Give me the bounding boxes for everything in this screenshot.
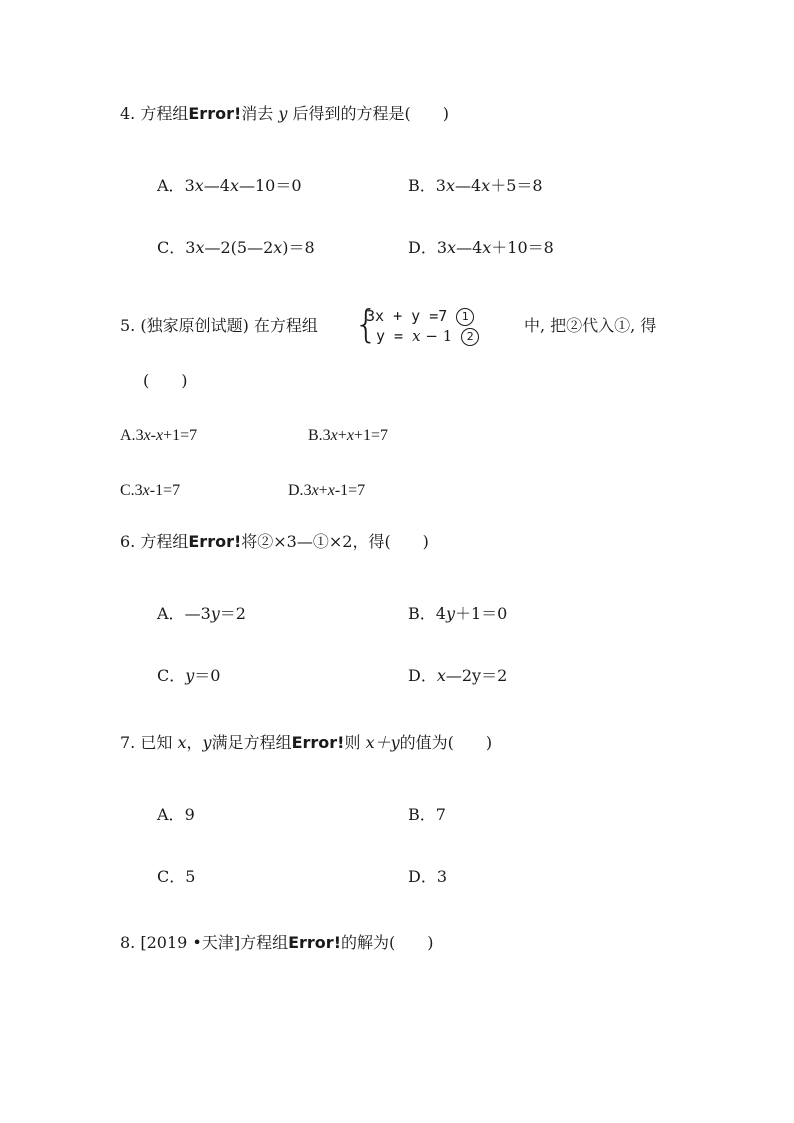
variable: x [156,427,164,444]
option-text: 3 [436,238,448,257]
option-text: —3 [184,604,211,623]
variable: x [436,666,446,685]
equation-text: 3x + y =7 [366,307,448,325]
question-6-stem [120,532,429,552]
question-number: 6. [120,532,136,551]
q5-option-b[interactable] [308,426,388,446]
error-placeholder: Error! [188,104,242,123]
variable: x [412,327,421,345]
variable: x [481,176,491,195]
equation-text: y = [376,327,413,345]
option-text: —4 [454,176,482,195]
q4-option-c[interactable] [157,238,315,258]
option-text: 3 [303,482,312,499]
option-label: B． [408,604,436,623]
option-text: 3 [436,867,448,886]
variable: x [482,238,492,257]
stem-text: 方程组 [140,532,189,551]
option-text: —4 [456,238,483,257]
variable: y [445,604,455,623]
option-label: B. [308,427,323,444]
answer-paren [143,371,188,391]
option-label: D． [408,238,437,257]
option-text: - [150,427,156,444]
q5-option-a[interactable] [120,426,197,446]
answer-paren-text: ( ) [143,371,188,390]
variable: x [142,482,150,499]
option-text: +1=7 [163,427,198,444]
q7-option-b[interactable] [408,805,446,825]
option-text: ＋5＝8 [490,176,543,195]
q4-option-a[interactable] [157,176,302,196]
variable: x [311,482,319,499]
option-text: 3 [322,427,331,444]
option-label: C. [120,482,135,499]
error-placeholder: Error! [291,733,345,752]
option-text: 3 [134,482,143,499]
option-text: ＋1＝0 [455,604,508,623]
variable-expression: x＋y [365,733,400,752]
circled-number-2: 2 [461,328,479,346]
system-brace: { [354,302,379,346]
option-text: 3 [135,427,144,444]
circled-number-1: 1 [456,308,474,326]
variable: x [143,427,151,444]
variable: x [177,733,187,752]
option-text: 9 [184,805,195,824]
option-label: B． [408,176,436,195]
option-text: —2(5—2 [204,238,274,257]
question-5-stem [120,316,318,336]
system-row-1 [366,307,474,326]
option-text: 7 [435,805,446,824]
variable: x [346,427,354,444]
stem-text: 消去 [241,104,274,123]
option-text: -1=7 [149,482,181,499]
option-text: -1=7 [334,482,366,499]
q7-option-d[interactable] [408,867,447,887]
option-text: 5 [185,867,196,886]
option-text: 3 [185,238,196,257]
question-4-stem [120,104,449,124]
option-label: D． [408,867,437,886]
variable: y [185,666,195,685]
q4-option-d[interactable] [408,238,554,258]
option-label: A． [157,805,185,824]
q7-option-c[interactable] [157,867,195,887]
variable: x [447,238,457,257]
q6-option-c[interactable] [157,666,220,686]
question-7-stem [120,733,492,753]
option-label: A. [120,427,136,444]
option-text: +1=7 [353,427,388,444]
option-text: + [318,482,328,499]
option-text: ＋10＝8 [491,238,554,257]
option-label: D. [288,482,304,499]
question-number: 5. [120,316,136,335]
option-label: C． [157,867,186,886]
variable: y [202,733,212,752]
option-text: ＝2 [219,604,246,623]
variable: x [327,482,335,499]
stem-text: ， [186,733,203,752]
q6-option-a[interactable] [157,604,246,624]
system-row-2 [376,327,479,346]
variable: y [210,604,220,623]
stem-text: 中, 把②代入①, 得 [524,316,657,335]
question-number: 8. [120,933,136,952]
option-text: ＝0 [194,666,221,685]
option-text: + [337,427,347,444]
option-text: 3 [435,176,446,195]
variable: y [278,104,288,123]
option-text: )＝8 [282,238,315,257]
q5-option-c[interactable] [120,481,180,501]
variable: x [195,238,205,257]
variable: x [445,176,455,195]
variable: x [273,238,283,257]
question-number: 4. [120,104,136,123]
question-8-stem [120,933,433,953]
option-text: 4 [435,604,446,623]
option-label: D． [408,666,437,685]
q5-option-d[interactable] [288,481,365,501]
option-label: C． [157,666,186,685]
error-placeholder: Error! [288,933,341,952]
option-label: B． [408,805,436,824]
q6-option-d[interactable] [408,666,507,686]
stem-text: 的解为( ) [340,933,434,952]
stem-text: 方程组 [140,104,189,123]
variable: x [229,176,239,195]
stem-text: 已知 [140,733,173,752]
stem-text: 后得到的方程是( ) [292,104,450,123]
equation-text: − 1 [420,327,453,345]
question-5-stem-tail [524,316,656,336]
option-label: A． [157,176,185,195]
q7-option-a[interactable] [157,805,195,825]
option-text: —10＝0 [239,176,302,195]
option-text: —2y＝2 [445,666,508,685]
error-placeholder: Error! [188,532,242,551]
stem-text: 则 [344,733,361,752]
option-text: 3 [184,176,195,195]
variable: x [330,427,338,444]
stem-text: 的值为( ) [399,733,493,752]
stem-text: 将②×3—①×2，得( ) [241,532,429,551]
stem-text: (独家原创试题) 在方程组 [140,316,318,335]
stem-text: 满足方程组 [211,733,292,752]
variable: x [194,176,204,195]
stem-text: [2019 •天津]方程组 [140,933,289,952]
q4-option-b[interactable] [408,176,543,196]
option-label: C． [157,238,186,257]
option-text: —4 [203,176,230,195]
q6-option-b[interactable] [408,604,507,624]
option-label: A． [157,604,185,623]
question-number: 7. [120,733,136,752]
